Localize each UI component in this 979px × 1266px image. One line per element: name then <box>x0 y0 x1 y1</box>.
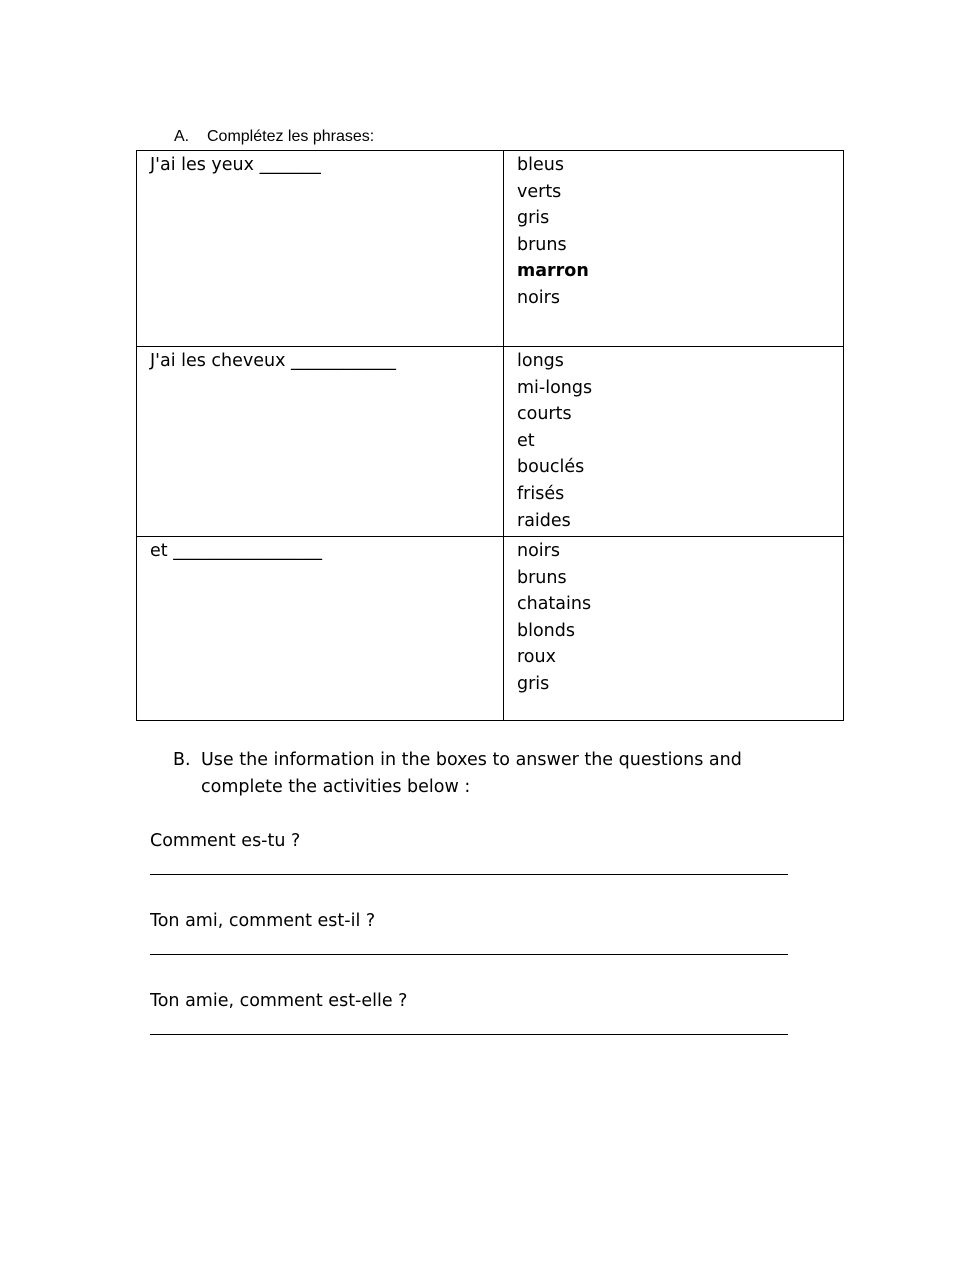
option-item: blonds <box>517 620 575 641</box>
answer-line-2[interactable] <box>150 954 788 955</box>
section-a-instruction: Complétez les phrases: <box>207 128 375 145</box>
option-item: bouclés <box>517 457 585 478</box>
vocabulary-table <box>136 150 844 721</box>
option-item: bruns <box>517 567 567 588</box>
section-a-heading <box>174 127 374 147</box>
options-cell-eyes <box>504 151 844 347</box>
table-row-hair-color <box>137 537 844 721</box>
question-3: Ton amie, comment est-elle ? <box>150 991 408 1011</box>
option-item: verts <box>517 181 562 202</box>
option-item: bruns <box>517 234 567 255</box>
table-row-eyes <box>137 151 844 347</box>
option-item: gris <box>517 208 550 229</box>
option-item: courts <box>517 404 572 425</box>
table-row-hair-length <box>137 347 844 537</box>
prompt-cell <box>137 347 504 537</box>
option-item: noirs <box>517 287 560 308</box>
prompt-cell <box>137 151 504 347</box>
option-item: raides <box>517 510 571 531</box>
option-item: mi-longs <box>517 377 593 398</box>
answer-line-1[interactable] <box>150 874 788 875</box>
prompt-cell <box>137 537 504 721</box>
prompt-eyes: J'ai les yeux _______ <box>150 155 321 175</box>
section-b-letter: B. <box>173 750 191 770</box>
option-item: et <box>517 430 535 451</box>
section-b-heading <box>173 747 813 800</box>
prompt-hair: J'ai les cheveux ____________ <box>150 351 397 371</box>
section-a-letter: A. <box>174 128 190 145</box>
answer-line-3[interactable] <box>150 1034 788 1035</box>
option-item: bleus <box>517 155 564 175</box>
option-item: chatains <box>517 594 592 615</box>
option-item: gris <box>517 673 550 694</box>
option-item: noirs <box>517 541 560 561</box>
question-1: Comment es-tu ? <box>150 831 301 851</box>
options-cell-hair-length <box>504 347 844 537</box>
prompt-hair-color: et _________________ <box>150 541 322 561</box>
option-item: roux <box>517 647 556 668</box>
question-2: Ton ami, comment est-il ? <box>150 911 376 931</box>
option-item-bold: marron <box>517 261 589 282</box>
options-cell-hair-color <box>504 537 844 721</box>
option-item: frisés <box>517 483 565 504</box>
option-item: longs <box>517 351 564 371</box>
section-b-instruction: Use the information in the boxes to answer the questions and complete the activities below : <box>201 750 742 797</box>
